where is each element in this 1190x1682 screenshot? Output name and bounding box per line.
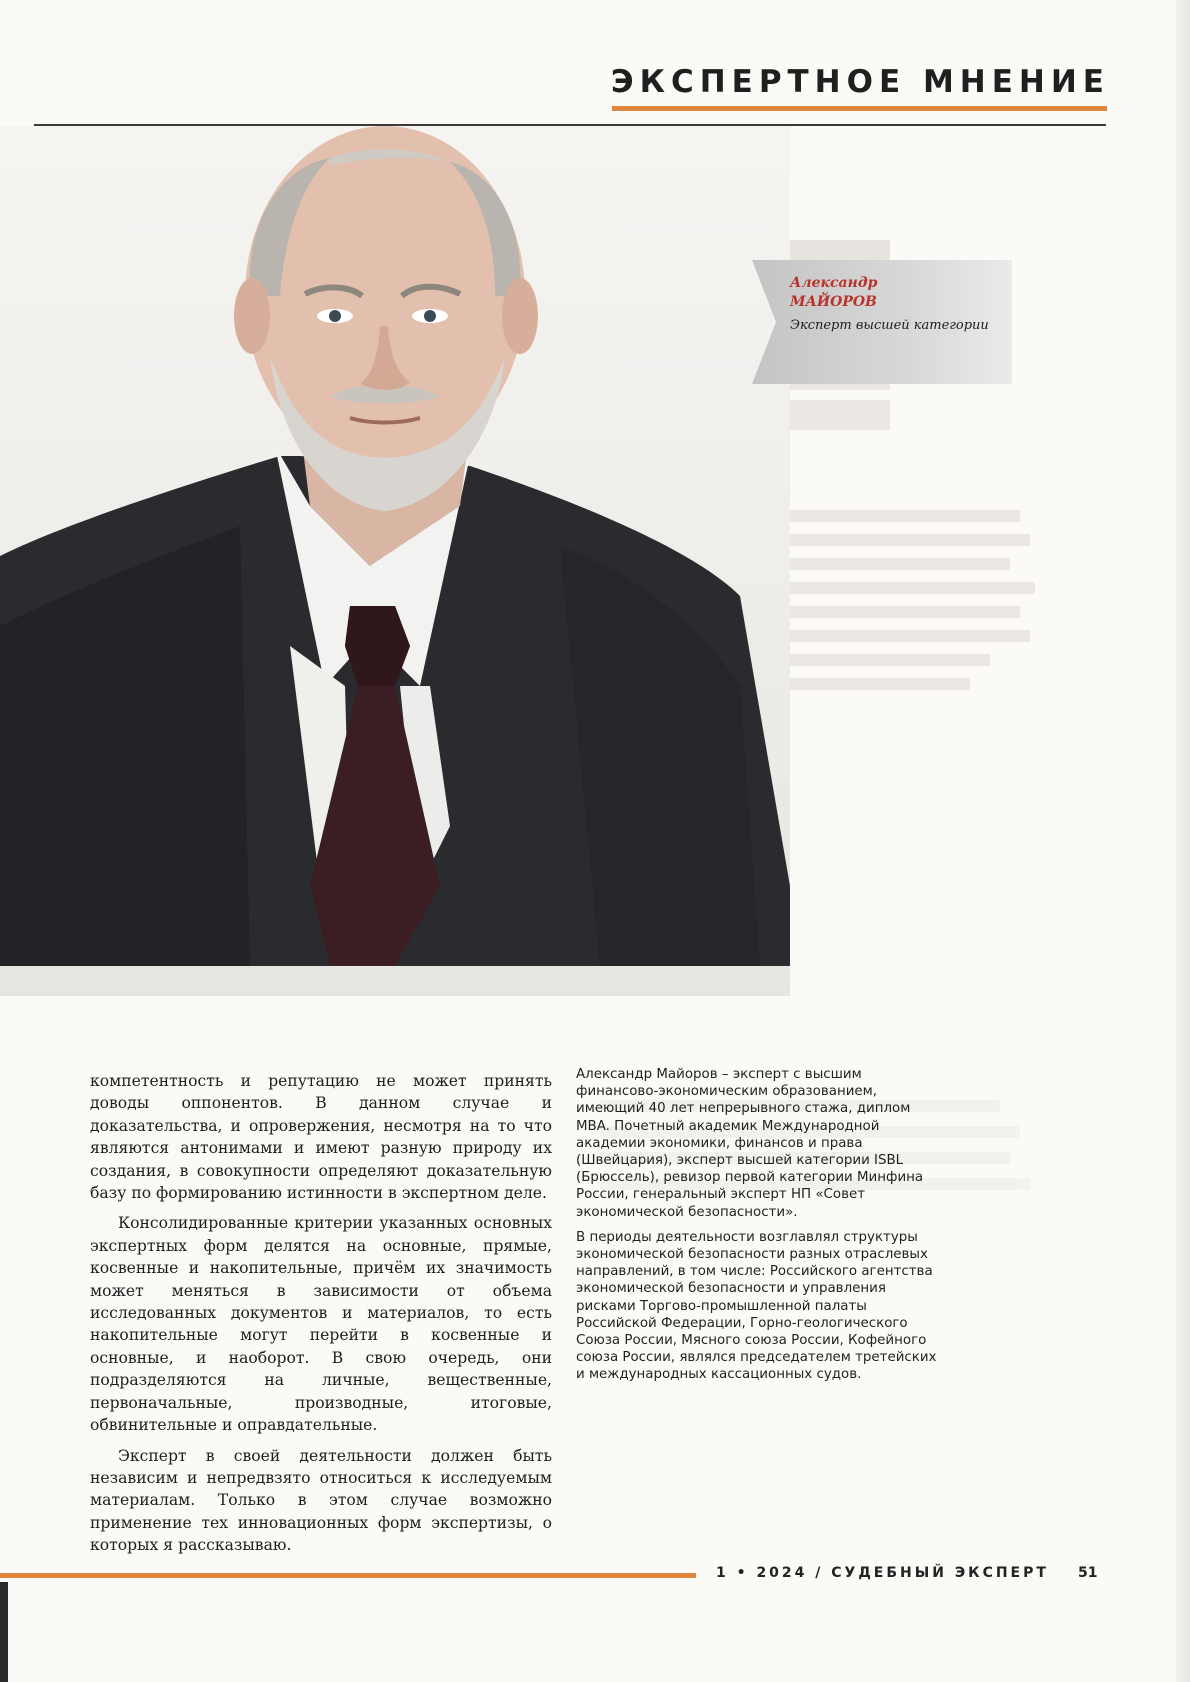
section-title: ЭКСПЕРТНОЕ МНЕНИЕ	[610, 64, 1110, 100]
scan-edge	[1176, 0, 1190, 1682]
bio-paragraph: В периоды деятельности возглавлял структуры экономической безопасности разных отраслевых направлений, в том числе: Российского агентства экономической безопасности и управления рисками Торгово-промышленной палаты Российской Федерации, Горно-геологического Союза России, Мясного союза России, Кофейного союза России, являлся председателем третейских и международных кассационных судов.	[576, 1229, 937, 1383]
header-accent-bar	[612, 106, 1107, 111]
article-body	[90, 1070, 552, 1557]
article-paragraph: Эксперт в своей деятельности должен быть независим и непредвзято относиться к исследуемым материалам. Только в этом случае возможно применение тех инновационных форм экспертизы, о которых я рассказываю.	[90, 1446, 552, 1555]
footer-issue: 1 • 2024 / СУДЕБНЫЙ ЭКСПЕРТ	[716, 1565, 1049, 1581]
footer-accent-bar	[0, 1573, 696, 1578]
article-paragraph: компетентность и репутацию не может принять доводы оппонентов. В данном случае и доказательства, и опровержения, несмотря на то что являются антонимами и имеют разную природу их создания, в совокупности определяют доказательную базу по формированию истинности в экспертном деле.	[90, 1072, 552, 1203]
page-number: 51	[1078, 1565, 1098, 1581]
portrait-photo	[0, 126, 790, 966]
expert-first-name: Александр	[790, 275, 878, 291]
expert-last-name: МАЙОРОВ	[790, 294, 877, 310]
scan-edge-left	[0, 1582, 8, 1682]
expert-role: Эксперт высшей категории	[790, 318, 989, 333]
expert-bio	[576, 1066, 946, 1392]
bio-paragraph: Александр Майоров – эксперт с высшим финансово-экономическим образованием, имеющий 40 лет непрерывного стажа, диплом MBA. Почетный академик Международной академии экономики, финансов и права (Швейцария), эксперт высшей категории ISBL (Брюссель), ревизор первой категории Минфина России, генеральный эксперт НП «Совет экономической безопасности».	[576, 1067, 924, 1220]
article-paragraph: Консолидированные критерии указанных основных экспертных форм делятся на основные, прямые, косвенные и накопительные, причём их значимость может меняться в зависимости от объема исследованных документов и материалов, то есть накопительные могут перейти в косвенные и основные, и наоборот. В свою очередь, они подразделяются на личные, вещественные, первоначальные, производные, итоговые, обвинительные и оправдательные.	[90, 1214, 552, 1435]
